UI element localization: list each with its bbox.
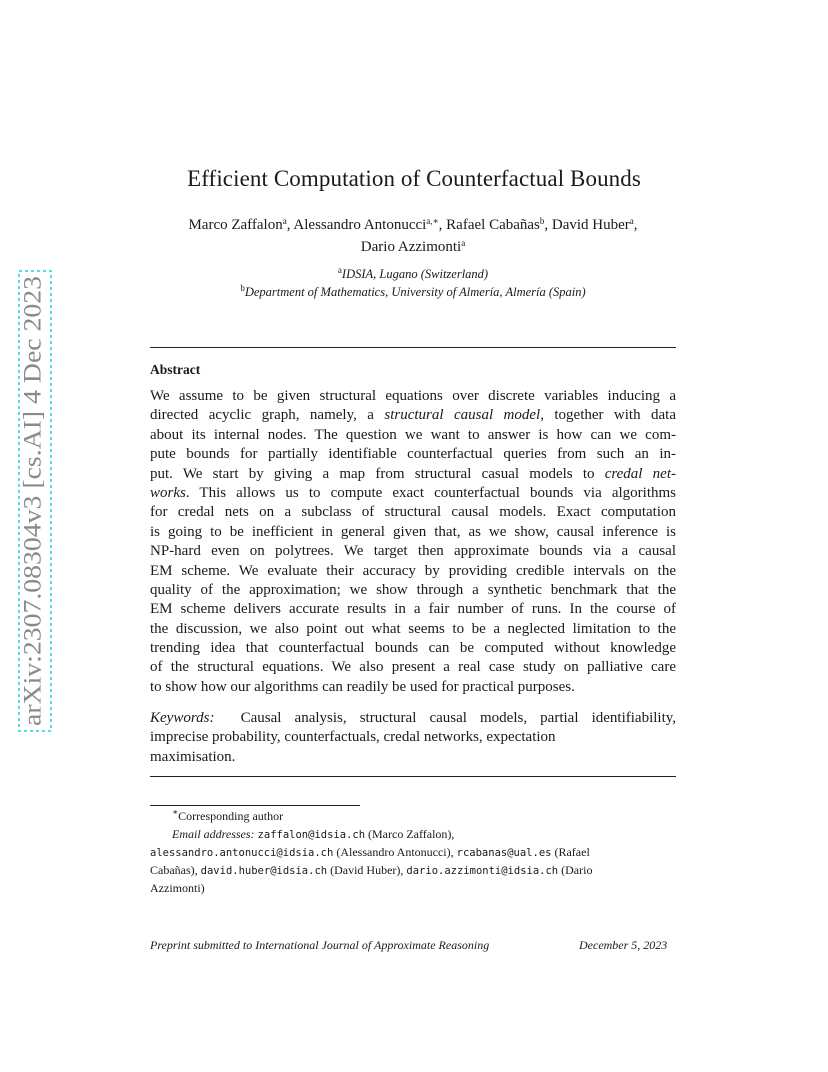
- abstract-line: EM scheme. We evaluate their accuracy by providing credible intervals on the: [150, 562, 676, 579]
- affiliation-item: $^b$Department of Mathematics, University of Almería, Almería (Spain): [240, 283, 586, 299]
- keywords: [150, 709, 676, 767]
- author-name: Alessandro Antonucci: [293, 217, 427, 233]
- affiliation-item: $^a$IDSIA, Lugano (Switzerland): [337, 265, 489, 281]
- abstract-line: NP-hard even on polytrees. We target then approximate bounds via a causal: [150, 543, 676, 560]
- email-address: dario.azzimonti@idsia.ch: [406, 865, 559, 877]
- abstract-line: is going to be inefficient in general given that, as we show, causal inference is: [150, 523, 676, 540]
- abstract-line: to show how our algorithms can readily be used for practical purposes.: [150, 678, 575, 695]
- footnote-emails: Email addresses: zaffalon@idsia.ch (Marco Zaffalon),: [172, 827, 455, 841]
- author-name: Dario Azzimonti: [360, 239, 462, 255]
- email-address: zaffalon@idsia.ch: [257, 829, 366, 841]
- abstract-line: works. This allows us to compute exact counterfactual bounds via algorithms: [150, 484, 676, 501]
- author-affiliation-mark: b: [539, 216, 545, 226]
- keywords-line: Keywords: Causal analysis, structural causal models, partial identifiability,: [150, 710, 677, 726]
- abstract-line: quality of the approximation; we show through a synthetic benchmark that the: [150, 581, 676, 598]
- author-name: Rafael Cabañas: [446, 217, 540, 233]
- abstract-body: [150, 387, 676, 697]
- abstract-line: EM scheme delivers accurate results in a fair number of runs. In the course of: [150, 601, 676, 618]
- email-address: alessandro.antonucci@idsia.ch: [150, 847, 334, 859]
- author-affiliation-mark: a: [282, 216, 287, 226]
- abstract-line: pute bounds for partially identifiable counterfactual queries from such an in-: [150, 446, 676, 463]
- footnote-emails: alessandro.antonucci@idsia.ch (Alessandro Antonucci), rcabanas@ual.es (Rafael: [150, 845, 590, 859]
- preprint-date: December 5, 2023: [579, 938, 668, 952]
- keywords-label: Keywords:: [150, 710, 215, 726]
- keywords-line: maximisation.: [150, 748, 236, 765]
- email-address: rcabanas@ual.es: [456, 847, 552, 859]
- abstract-line: for credal nets on a subclass of structural causal models. Exact computation: [150, 504, 676, 521]
- author-name: Marco Zaffalon: [188, 217, 283, 233]
- footnote-rule: [150, 805, 360, 806]
- abstract-heading: Abstract: [150, 362, 201, 377]
- abstract-top-rule: [150, 347, 676, 348]
- preprint-notice: Preprint submitted to International Journal of Approximate Reasoning: [150, 938, 490, 952]
- footnote-emails: Azzimonti): [150, 881, 205, 895]
- abstract-line: directed acyclic graph, namely, a structural causal model, together with data: [150, 407, 677, 424]
- arxiv-identifier-stamp: [18, 270, 52, 732]
- paper-title: Efficient Computation of Counterfactual Bounds: [187, 166, 641, 191]
- abstract-line: We assume to be given structural equations over discrete variables inducing a: [150, 388, 676, 404]
- abstract-line: of the structural equations. We also present a real case study on palliative care: [150, 659, 676, 676]
- email-address: david.huber@idsia.ch: [200, 865, 328, 877]
- abstract-bottom-rule: [150, 776, 676, 777]
- author-affiliation-mark: a,∗: [426, 216, 439, 226]
- footnote-corresponding: ∗Corresponding author: [172, 807, 284, 823]
- author-affiliation-mark: a: [461, 238, 466, 248]
- affiliation-list: [150, 265, 676, 301]
- abstract-line: put. We start by giving a map from structural casual models to credal net-: [150, 465, 676, 482]
- footnote-emails: Cabañas), david.huber@idsia.ch (David Huber), dario.azzimonti@idsia.ch (Dario: [150, 863, 593, 877]
- arxiv-identifier-text: arXiv:2307.08304v3 [cs.AI] 4 Dec 2023: [19, 320, 47, 726]
- keywords-line: imprecise probability, counterfactuals, credal networks, expectation: [150, 729, 556, 746]
- abstract-line: the discussion, we also point out what seems to be a neglected limitation to the: [150, 620, 676, 637]
- author-name: David Huber: [551, 217, 630, 233]
- author-affiliation-mark: a: [629, 216, 634, 226]
- abstract-line: about its internal nodes. The question we want to answer is how can we com-: [150, 426, 676, 443]
- footnote: [150, 807, 676, 897]
- author-list: Marco Zaffalon$^a$, Alessandro Antonucci$^{a,∗}$, Rafael Cabañas$^b$, David Huber$^a$, Dario Azzimonti$^a$: [188, 216, 638, 255]
- abstract-line: trending idea that counterfactual bounds can be computed without knowledge: [150, 640, 676, 657]
